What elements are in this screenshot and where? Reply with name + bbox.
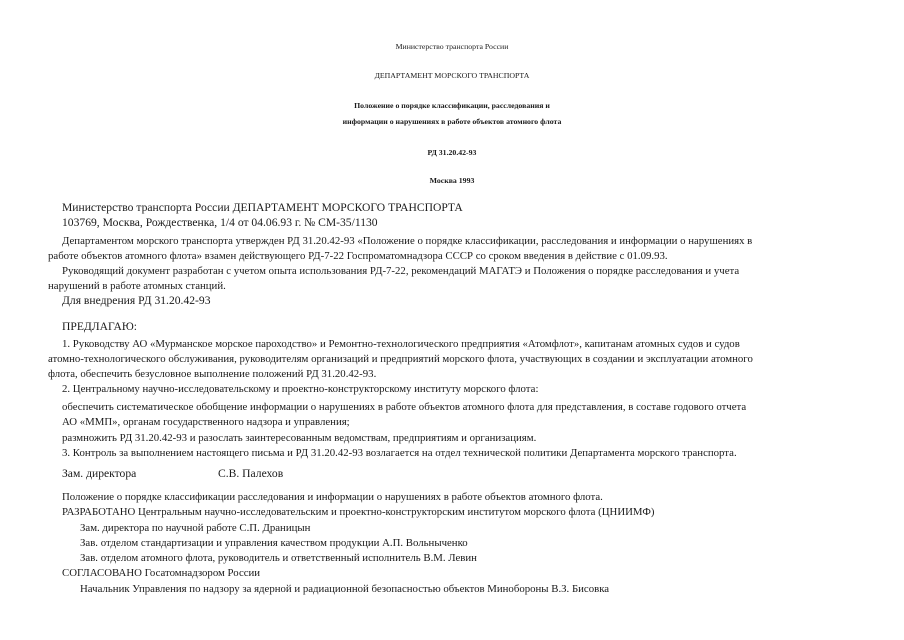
proposal-item-2-line-2: обеспечить систематическое обобщение информации о нарушениях в работе объектов атомного флота для представления, в составе годового отчета xyxy=(62,401,747,413)
agreed-by-line: СОГЛАСОВАНО Госатомнадзором России xyxy=(62,567,261,579)
developer-person-2: Зав. отделом стандартизации и управления качеством продукции А.П. Вольныченко xyxy=(80,537,468,549)
document-title-line-1: Положение о порядке классификации, расследования и xyxy=(354,101,550,110)
implementation-line: Для внедрения РД 31.20.42-93 xyxy=(62,294,211,307)
proposal-item-3: 3. Контроль за выполнением настоящего письма и РД 31.20.42-93 возлагается на отдел технической политики Департамента морского транспорта. xyxy=(62,447,737,459)
approval-paragraph-line-2: работе объектов атомного флота» взамен действующего РД-7-22 Госпроматомнадзора СССР со сроком введения в действие с 01.09.93. xyxy=(48,250,668,262)
issuer-line: Министерство транспорта России ДЕПАРТАМЕНТ МОРСКОГО ТРАНСПОРТА xyxy=(62,201,463,214)
approval-paragraph-line-1: Департаментом морского транспорта утвержден РД 31.20.42-93 «Положение о порядке классификации, расследования и информации о нарушениях в xyxy=(62,235,753,247)
proposal-item-2-line-4: размножить РД 31.20.42-93 и разослать заинтересованным ведомствам, предприятиям и организациям. xyxy=(62,432,537,444)
proposal-heading: ПРЕДЛАГАЮ: xyxy=(62,320,137,333)
guidance-paragraph-line-2: нарушений в работе атомных станций. xyxy=(48,280,226,292)
document-title-line-2: информации о нарушениях в работе объектов атомного флота xyxy=(342,117,562,126)
guidance-paragraph-line-1: Руководящий документ разработан с учетом опыта использования РД-7-22, рекомендаций МАГАТЭ и Положения о порядке расследования и учета xyxy=(62,265,740,277)
document-code: РД 31.20.42-93 xyxy=(427,148,477,157)
department-heading: ДЕПАРТАМЕНТ МОРСКОГО ТРАНСПОРТА xyxy=(374,71,530,80)
signature-name: С.В. Палехов xyxy=(218,467,284,480)
ministry-heading: Министерство транспорта России xyxy=(395,42,509,51)
proposal-item-1-line-1: 1. Руководству АО «Мурманское морское пароходство» и Ремонтно-технологического предприятия «Атомфлот», капитанам атомных судов и судов xyxy=(62,338,740,350)
address-line: 103769, Москва, Рождественка, 1/4 от 04.06.93 г. № СМ-35/1130 xyxy=(62,216,378,229)
signature-position: Зам. директора xyxy=(62,467,137,480)
proposal-item-2-line-3: АО «ММП», органам государственного надзора и управления; xyxy=(62,416,350,428)
city-year: Москва 1993 xyxy=(429,176,475,185)
proposal-item-2-line-1: 2. Центральному научно-исследовательскому и проектно-конструкторскому институту морского флота: xyxy=(62,383,539,395)
regulation-title-line: Положение о порядке классификации расследования и информации о нарушениях в работе объектов атомного флота. xyxy=(62,491,603,503)
developer-person-3: Зав. отделом атомного флота, руководитель и ответственный исполнитель В.М. Левин xyxy=(80,552,477,564)
proposal-item-1-line-3: флота, обеспечить безусловное выполнение положений РД 31.20.42-93. xyxy=(48,368,377,380)
developer-person-1: Зам. директора по научной работе С.П. Драницын xyxy=(80,522,311,534)
agreed-person: Начальник Управления по надзору за ядерной и радиационной безопасностью объектов Минобороны В.З. Бисовка xyxy=(80,583,610,595)
proposal-item-1-line-2: атомно-технологического обслуживания, руководителям организаций и предприятий морского флота, участвующих в создании и эксплуатации атомного xyxy=(48,353,753,365)
developed-by-line: РАЗРАБОТАНО Центральным научно-исследовательским и проектно-конструкторским институтом морского флота (ЦНИИМФ) xyxy=(62,506,655,518)
